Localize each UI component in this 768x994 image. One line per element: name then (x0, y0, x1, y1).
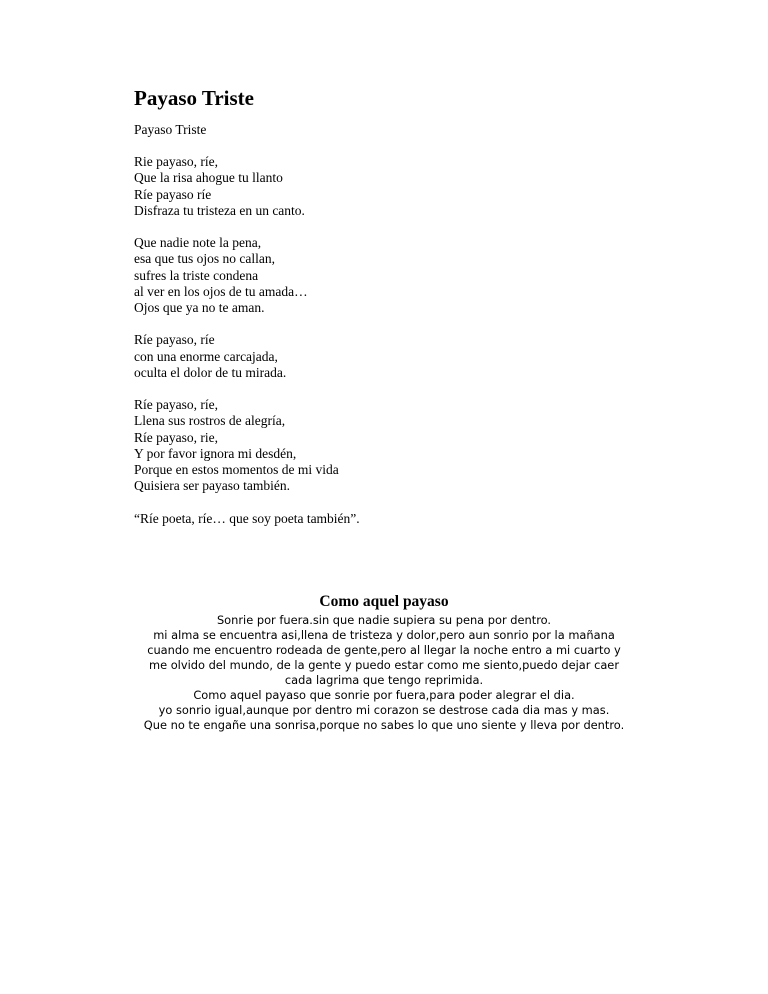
prose-line: cada lagrima que tengo reprimida. (284, 673, 484, 687)
poem-line: oculta el dolor de tu mirada. (134, 364, 287, 380)
stanza-2 (134, 235, 654, 316)
prose-line: cuando me encuentro rodeada de gente,pero al llegar la noche entro a mi cuarto y (147, 643, 621, 657)
prose-line: Como aquel payaso que sonrie por fuera,para poder alegrar el dia. (193, 688, 575, 702)
prose-line: me olvido del mundo, de la gente y puedo estar como me siento,puedo dejar caer (148, 658, 619, 672)
poem-line: Y por favor ignora mi desdén, (134, 445, 297, 461)
poem-line: esa que tus ojos no callan, (134, 251, 275, 267)
stanza-3 (134, 332, 654, 381)
prose-line: Que no te engañe una sonrisa,porque no sabes lo que uno siente y lleva por dentro. (143, 718, 625, 732)
poem-line: Ojos que ya no te aman. (134, 300, 265, 316)
poem-line: Llena sus rostros de alegría, (134, 413, 286, 429)
document-title: Payaso Triste (134, 86, 254, 110)
prose-line: mi alma se encuentra asi,llena de tristeza y dolor,pero aun sonrio por la mañana (153, 628, 615, 642)
poem-line: Quisiera ser payaso también. (134, 478, 290, 494)
stanza-4 (134, 397, 654, 494)
poem-line: con una enorme carcajada, (134, 348, 278, 364)
poem-line: sufres la triste condena (134, 267, 259, 283)
poem-line: Porque en estos momentos de mi vida (134, 462, 339, 478)
second-poem-section (100, 592, 668, 733)
poem-line: Ríe payaso ríe (134, 186, 212, 202)
poem-line: al ver en los ojos de tu amada… (134, 283, 308, 299)
second-section-title: Como aquel payaso (319, 593, 449, 610)
poem-section (134, 86, 654, 543)
poem-line: Ríe payaso, ríe (134, 332, 215, 348)
prose-line: yo sonrio igual,aunque por dentro mi corazon se destrose cada dia mas y mas. (158, 703, 610, 717)
poem-line: Disfraza tu tristeza en un canto. (134, 202, 305, 218)
poem-line: Rie payaso, ríe, (134, 154, 218, 170)
stanza-1 (134, 154, 654, 219)
closing-quote: “Ríe poeta, ríe… que soy poeta también”. (134, 510, 360, 526)
poem-line: Ríe payaso, ríe, (134, 397, 218, 413)
prose-line: Sonrie por fuera.sin que nadie supiera su pena por dentro. (216, 613, 552, 627)
poem-line: Que nadie note la pena, (134, 235, 262, 251)
stanza-5 (134, 511, 654, 527)
poem-line: Que la risa ahogue tu llanto (134, 170, 283, 186)
poem-line: Ríe payaso, rie, (134, 429, 218, 445)
poem-subtitle: Payaso Triste (134, 122, 207, 137)
